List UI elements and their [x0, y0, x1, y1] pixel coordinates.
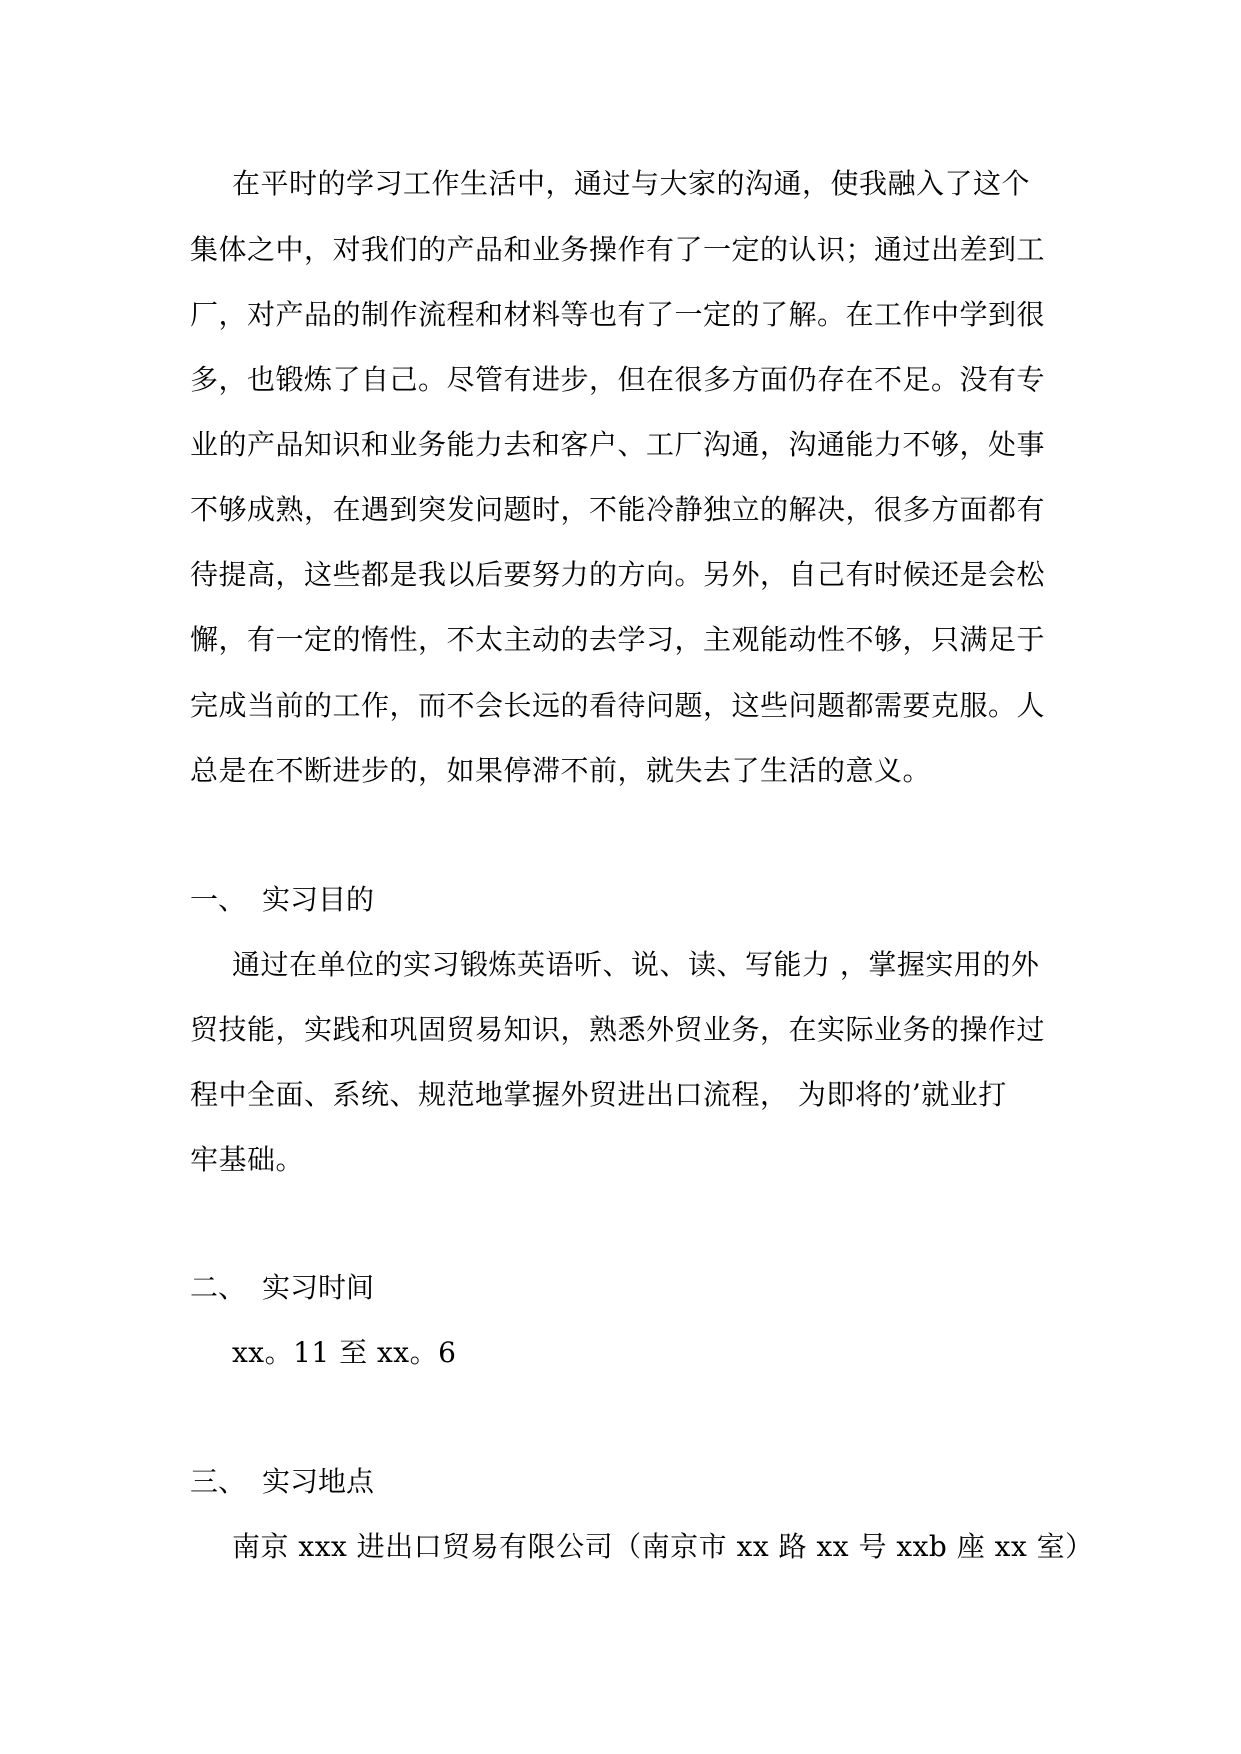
paragraph-line: 总是在不断进步的，如果停滞不前，就失去了生活的意义。	[190, 754, 932, 787]
paragraph-line: 贸技能，实践和巩固贸易知识，熟悉外贸业务，在实际业务的操作过	[190, 1013, 1046, 1046]
paragraph-line: 业的产品知识和业务能力去和客户、工厂沟通，沟通能力不够，处事	[190, 428, 1046, 461]
paragraph-line: 程中全面、系统、规范地掌握外贸进出口流程， 为即将的’就业打	[190, 1078, 1007, 1111]
paragraph-line: 多，也锻炼了自己。尽管有进步，但在很多方面仍存在不足。没有专	[190, 363, 1046, 396]
paragraph-line: 牢基础。	[190, 1143, 305, 1176]
paragraph-line: 完成当前的工作，而不会长远的看待问题，这些问题都需要克服。人	[190, 689, 1046, 722]
section-title: 实习时间	[262, 1271, 375, 1304]
section-body: 南京 xxx 进出口贸易有限公司（南京市 xx 路 xx 号 xxb 座 xx 室）	[232, 1530, 1094, 1563]
paragraph-line: 通过在单位的实习锻炼英语听、说、读、写能力 ，掌握实用的外	[232, 948, 1040, 981]
paragraph-line: 厂，对产品的制作流程和材料等也有了一定的了解。在工作中学到很	[190, 298, 1046, 331]
section-number: 二、	[190, 1271, 247, 1304]
section-body: xx。11 至 xx。6	[232, 1336, 457, 1369]
section-title: 实习地点	[262, 1465, 375, 1498]
paragraph-line: 待提高，这些都是我以后要努力的方向。另外，自己有时候还是会松	[190, 558, 1046, 591]
paragraph-line: 在平时的学习工作生活中，通过与大家的沟通，使我融入了这个	[232, 167, 1031, 200]
paragraph-line: 懈，有一定的惰性，不太主动的去学习，主观能动性不够，只满足于	[190, 623, 1046, 656]
section-title: 实习目的	[262, 883, 375, 916]
section-number: 一、	[190, 883, 247, 916]
paragraph-line: 不够成熟，在遇到突发问题时，不能冷静独立的解决，很多方面都有	[190, 493, 1046, 526]
section-number: 三、	[190, 1465, 247, 1498]
paragraph-line: 集体之中，对我们的产品和业务操作有了一定的认识；通过出差到工	[190, 233, 1046, 266]
